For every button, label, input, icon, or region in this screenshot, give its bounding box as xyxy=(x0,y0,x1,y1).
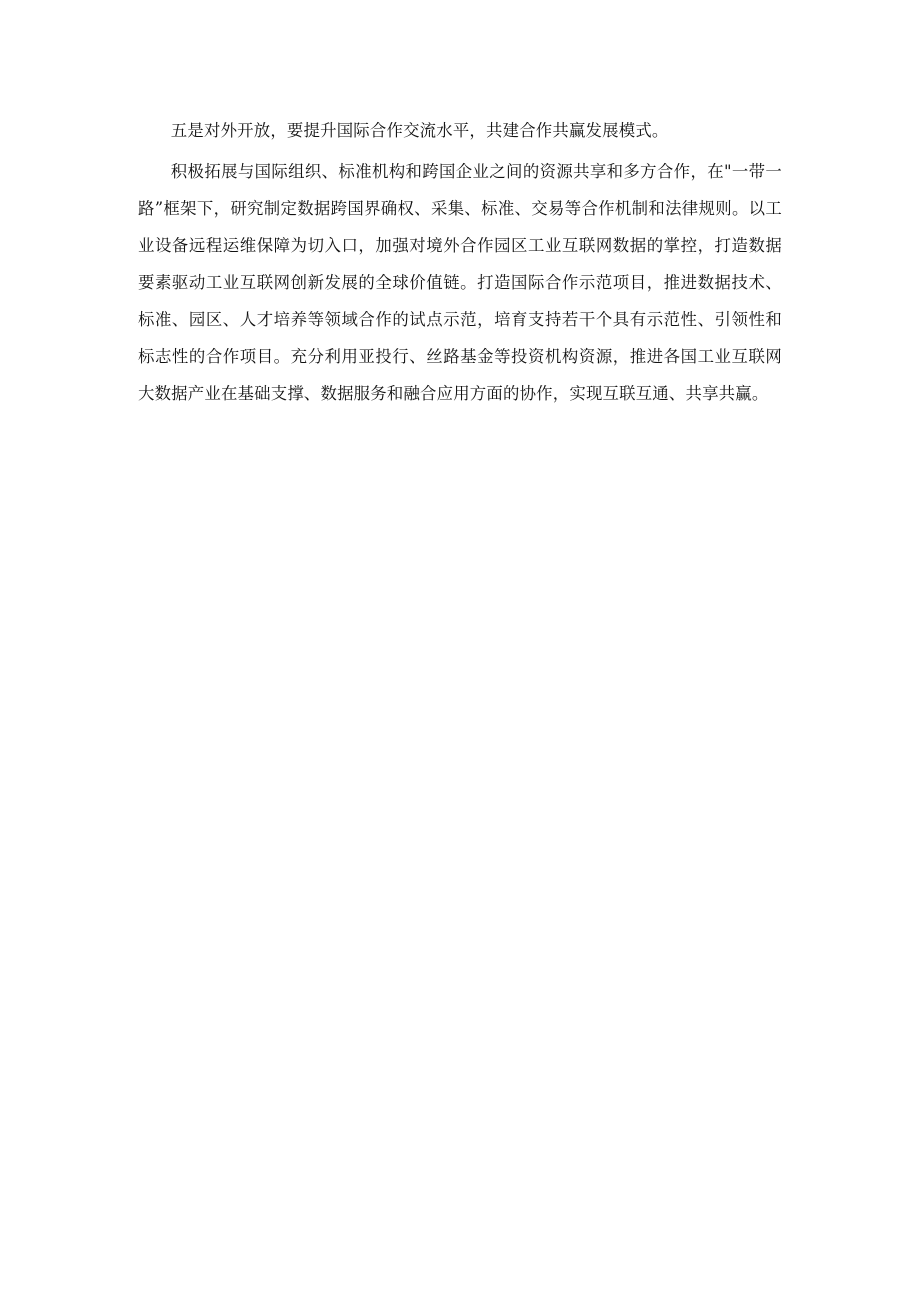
paragraph-body: 积极拓展与国际组织、标准机构和跨国企业之间的资源共享和多方合作，在"一带一路”框架下，研究制定数据跨国界确权、采集、标准、交易等合作机制和法律规则。以工业设备远程运维保障为切入口，加强对境外合作园区工业互联网数据的掌控，打造数据要素驱动工业互联网创新发展的全球价值链。打造国际合作示范项目，推进数据技术、标准、园区、人才培养等领域合作的试点示范，培育支持若干个具有示范性、引领性和标志性的合作项目。充分利用亚投行、丝路基金等投资机构资源，推进各国工业互联网大数据产业在基础支撑、数据服务和融合应用方面的协作，实现互联互通、共享共赢。 xyxy=(138,162,782,403)
document-body xyxy=(138,112,782,412)
paragraph-heading: 五是对外开放，要提升国际合作交流水平，共建合作共赢发展模式。 xyxy=(170,121,669,140)
